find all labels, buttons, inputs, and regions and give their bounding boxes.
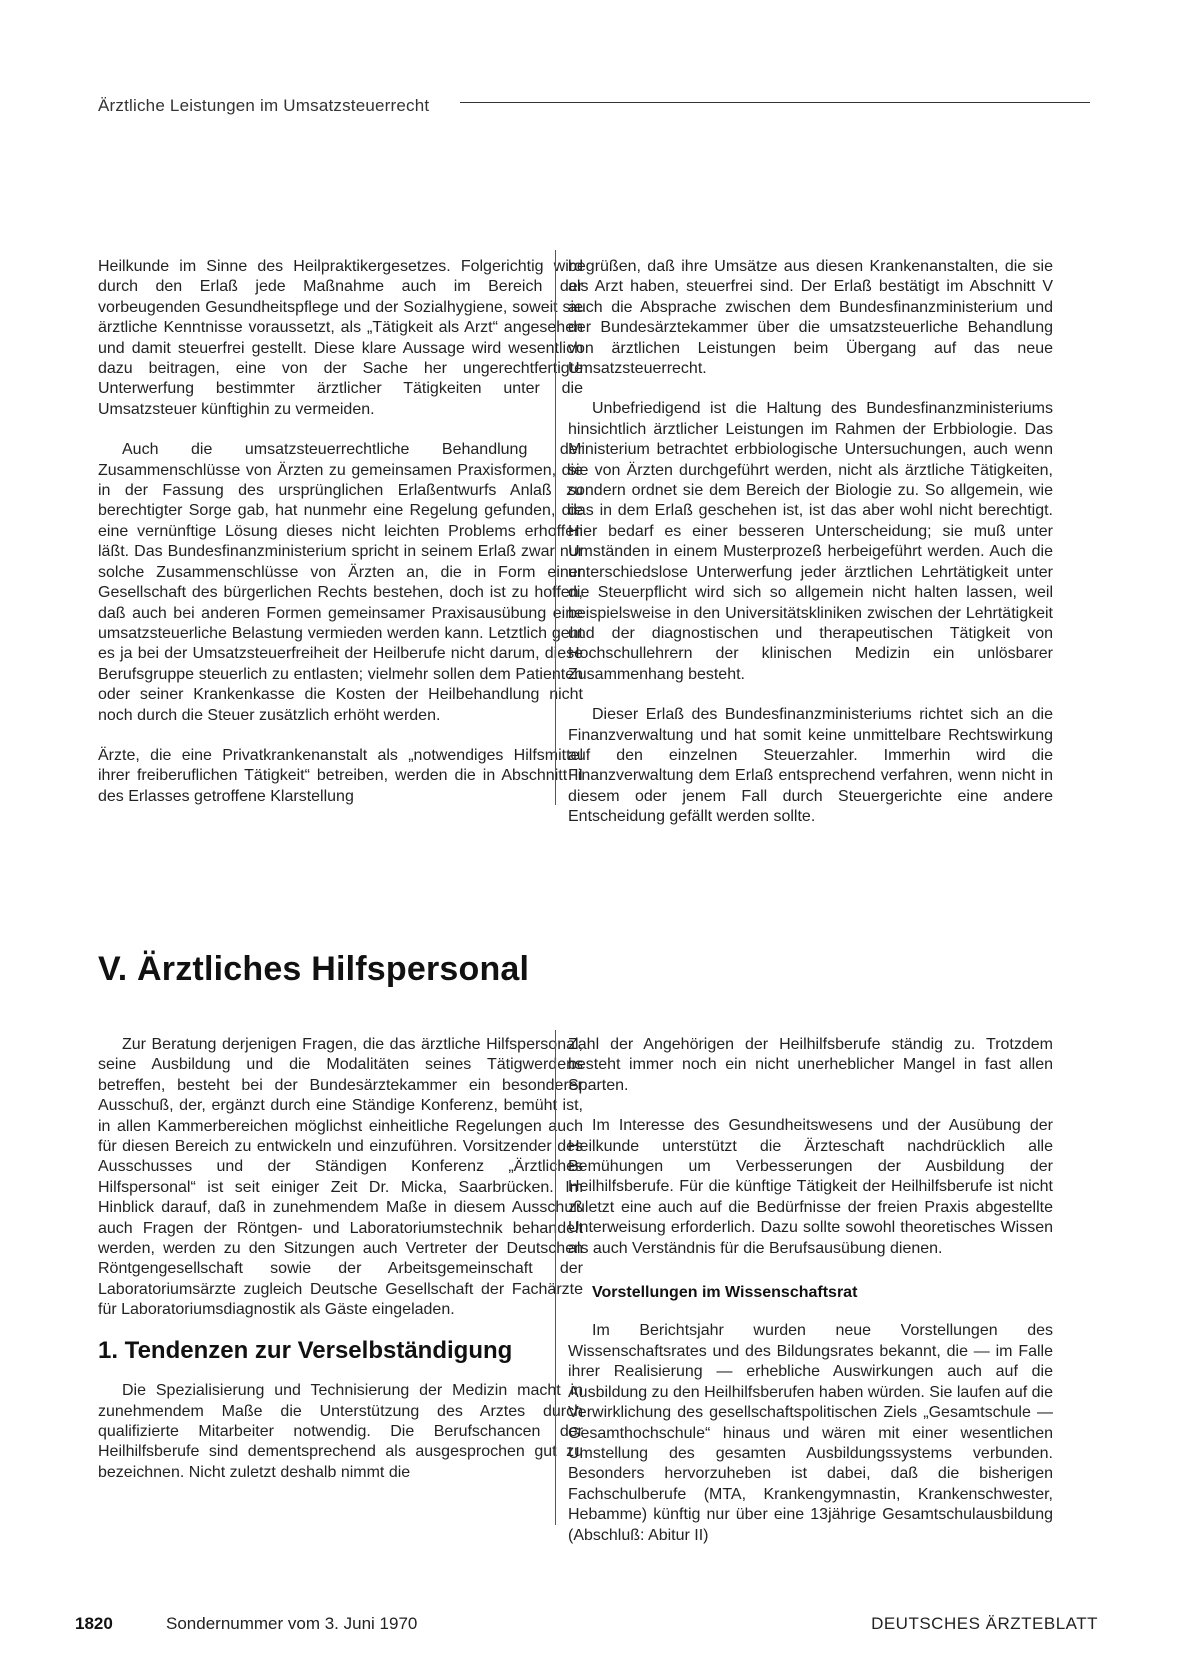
page-number: 1820 xyxy=(75,1614,113,1633)
paragraph: Auch die umsatzsteuerrechtliche Behandlung der Zusammenschlüsse von Ärzten zu gemeinsamen Praxisformen, die in der Fassung des ursprünglichen Erlaßentwurfs Anlaß zu berechtigter Sorge gab, hat nunmehr eine Regelung gefunden, die eine vernünftige Lösung dieses nicht leichten Problems erhoffen läßt. Das Bundesfinanzministerium spricht in seinem Erlaß zwar nur solche Zusammenschlüsse von Ärzten an, die in Form einer Gesellschaft des bürgerlichen Rechts bestehen, doch ist zu hoffen, daß auch bei anderen Formen gemeinsamer Praxisausübung eine umsatzsteuerliche Belastung vermieden werden kann. Letztlich geht es ja bei der Umsatzsteuerfreiheit der Heilberufe nicht darum, diese Berufsgruppe steuerlich zu entlasten; vielmehr sollen dem Patienten oder seiner Krankenkasse die Kosten der Heilbehandlung nicht noch durch die Steuer zusätzlich erhöht werden. xyxy=(98,441,583,724)
paragraph: Zahl der Angehörigen der Heilhilfsberufe ständig zu. Trotzdem besteht immer noch ein nicht unerheblicher Mangel in fast allen Sparten. xyxy=(568,1036,1053,1094)
paragraph: Dieser Erlaß des Bundesfinanzministeriums richtet sich an die Finanzverwaltung und hat somit keine unmittelbare Rechtswirkung auf den einzelnen Steuerzahler. Immerhin wird die Finanzverwaltung dem Erlaß entsprechend verfahren, wenn nicht in diesem oder jenem Fall durch Steuergerichte eine andere Entscheidung gefällt werden sollte. xyxy=(568,706,1053,826)
subsection-heading: 1. Tendenzen zur Verselbständigung xyxy=(98,1336,513,1364)
paragraph: Ärzte, die eine Privatkrankenanstalt als „notwendiges Hilfsmittel ihrer freiberuflichen Tätigkeit“ betreiben, werden die in Abschnitt II des Erlasses getroffene Klarstellung xyxy=(98,746,583,805)
column-divider xyxy=(555,250,556,805)
paragraph: Im Interesse des Gesundheitswesens und der Ausübung der Heilkunde unterstützt die Ärzteschaft nachdrücklich alle Bemühungen um Verbesserungen der Ausbildung der Heilhilfsberufe. Für die künftige Tätigkeit der Heilhilfsberufe ist nicht zuletzt eine auch auf die Bedürfnisse der freien Praxis abgestellte Unterweisung erforderlich. Dazu sollte sowohl theoretisches Wissen als auch Verständnis für die Berufsausübung dienen. xyxy=(568,1117,1053,1257)
journal-name: DEUTSCHES ÄRZTEBLATT xyxy=(871,1614,1098,1633)
paragraph: Die Spezialisierung und Technisierung der Medizin macht in zunehmendem Maße die Unterstützung des Arztes durch qualifizierte Mitarbeiter notwendig. Die Berufschancen der Heilhilfsberufe sind dementsprechend als ausgesprochen gut zu bezeichnen. Nicht zuletzt deshalb nimmt die xyxy=(98,1382,583,1481)
section-left-column xyxy=(98,1035,583,1503)
running-head: Ärztliche Leistungen im Umsatzsteuerrecht xyxy=(98,96,430,115)
bold-heading: Vorstellungen im Wissenschaftsrat xyxy=(592,1284,858,1302)
header-rule xyxy=(460,102,1090,103)
paragraph: begrüßen, daß ihre Umsätze aus diesen Krankenanstalten, die sie als Arzt haben, steuerfrei sind. Der Erlaß bestätigt im Abschnitt V auch die Absprache zwischen dem Bundesfinanzministerium und der Bundesärztekammer über die umsatzsteuerliche Behandlung von ärztlichen Leistungen beim Übergang auf das neue Umsatzsteuerrecht. xyxy=(568,258,1053,378)
top-left-column xyxy=(98,257,583,827)
section-right-column xyxy=(568,1035,1053,1566)
paragraph: Zur Beratung derjenigen Fragen, die das ärztliche Hilfspersonal, seine Ausbildung und die Modalitäten seines Tätigwerdens betreffen, besteht bei der Bundesärztekammer ein besonderer Ausschuß, der, ergänzt durch eine Ständige Konferenz, bemüht ist, in allen Kammerbereichen möglichst einheitliche Regelungen auch für diesen Bereich zu entwickeln und einzuführen. Vorsitzender des Ausschusses und der Ständigen Konferenz „Ärztliches Hilfspersonal“ ist seit einiger Zeit Dr. Micka, Saarbrücken. Im Hinblick darauf, daß in zunehmendem Maße in diesem Ausschuß auch Fragen der Röntgen- und Laboratoriumstechnik behandelt werden, werden zu den Sitzungen auch Vertreter der Deutschen Röntgengesellschaft sowie der Arbeitsgemeinschaft der Laboratoriumsärzte zugleich Deutsche Gesellschaft der Fachärzte für Laboratoriumsdiagnostik als Gäste eingeladen. xyxy=(98,1036,583,1319)
paragraph: Im Berichtsjahr wurden neue Vorstellungen des Wissenschaftsrates und des Bildungsrates bekannt, die — im Falle ihrer Realisierung — erhebliche Auswirkungen auch auf die Ausbildung zu den Heilhilfsberufen haben würden. Sie laufen auf die Verwirklichung des gesellschaftspolitischen Ziels „Gesamtschule — Gesamthochschule“ hinaus und wären mit einer wesentlichen Umstellung des gesamten Ausbildungssystems verbunden. Besonders hervorzuheben ist dabei, daß die bisherigen Fachschulberufe (MTA, Krankengymnastin, Krankenschwester, Hebamme) künftig nur über eine 13jährige Gesamtschulausbildung (Abschluß: Abitur II) xyxy=(568,1322,1053,1544)
issue-date: Sondernummer vom 3. Juni 1970 xyxy=(166,1614,418,1633)
top-right-column xyxy=(568,257,1053,848)
column-divider xyxy=(555,1030,556,1525)
paragraph: Heilkunde im Sinne des Heilpraktikergesetzes. Folgerichtig wird durch den Erlaß jede Maßnahme auch im Bereich der vorbeugenden Gesundheitspflege und der Sozialhygiene, soweit sie ärztliche Kenntnisse voraussetzt, als „Tätigkeit als Arzt“ angesehen und damit steuerfrei gestellt. Diese klare Aussage wird wesentlich dazu beitragen, eine von der Sache her ungerechtfertigte Unterwerfung bestimmter ärztlicher Tätigkeiten unter die Umsatzsteuer künftighin zu vermeiden. xyxy=(98,258,583,418)
section-heading: V. Ärztliches Hilfspersonal xyxy=(98,950,530,988)
paragraph: Unbefriedigend ist die Haltung des Bundesfinanzministeriums hinsichtlich ärztlicher Leistungen im Rahmen der Erbbiologie. Das Ministerium betrachtet erbbiologische Untersuchungen, auch wenn sie von Ärzten durchgeführt werden, nicht als ärztliche Tätigkeiten, sondern ordnet sie dem Bereich der Biologie zu. So allgemein, wie das in dem Erlaß geschehen ist, ist das aber wohl nicht berechtigt. Hier bedarf es einer besseren Unterscheidung; sie muß unter Umständen in einem Musterprozeß herbeigeführt werden. Auch die unterschiedslose Unterwerfung jeder ärztlichen Lehrtätigkeit unter die Steuerpflicht wird sich so allgemein nicht halten lassen, weil beispielsweise in den Universitätskliniken zwischen der Lehrtätigkeit und der diagnostischen und therapeutischen Tätigkeit von Hochschullehrern der klinischen Medizin ein unlösbarer Zusammenhang besteht. xyxy=(568,400,1053,683)
